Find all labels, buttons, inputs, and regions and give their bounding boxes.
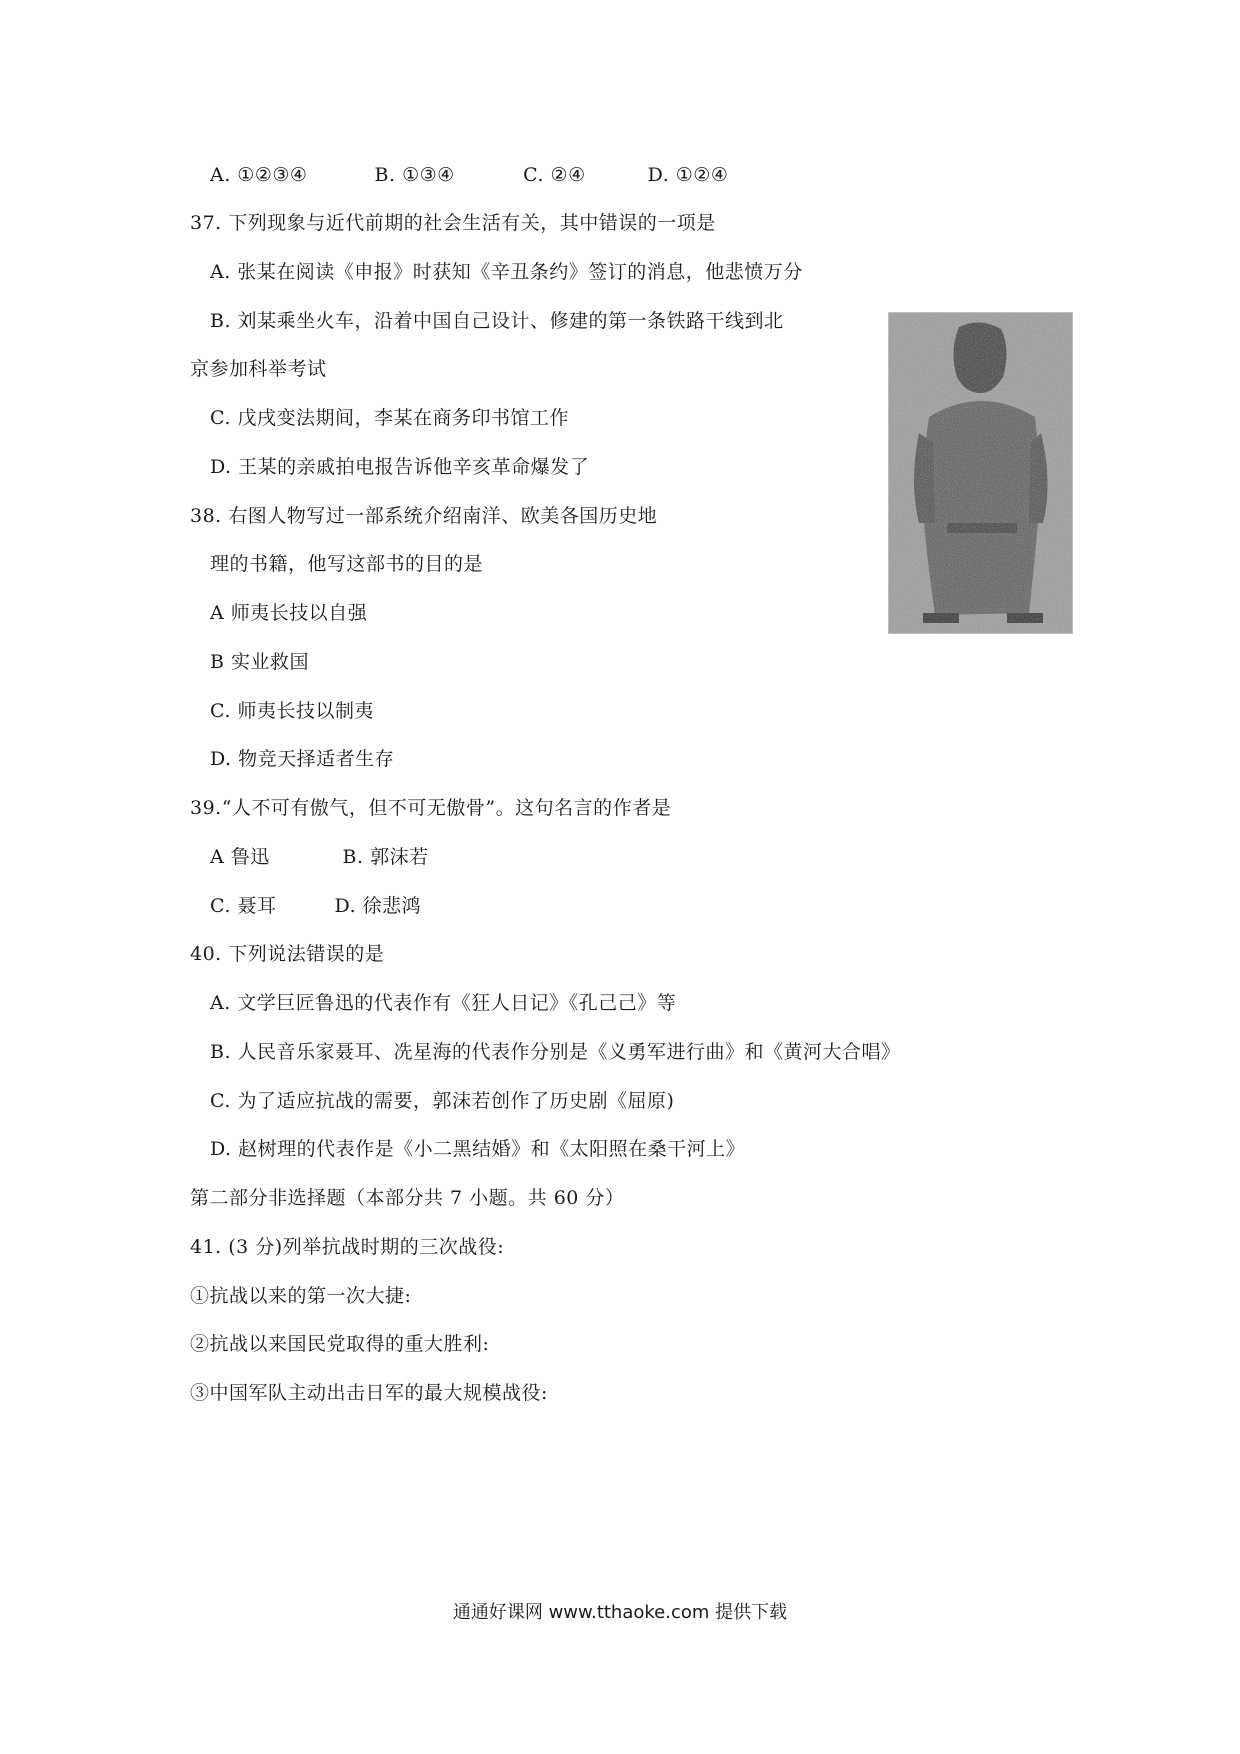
q39-option-b: B. 郭沫若 bbox=[342, 846, 429, 868]
q38-option-a: A 师夷长技以自强 bbox=[210, 602, 368, 624]
q38-option-b: B 实业救国 bbox=[210, 651, 310, 673]
q37-option-c: C. 戊戌变法期间，李某在商务印书馆工作 bbox=[210, 407, 569, 429]
q37-option-d: D. 王某的亲戚拍电报告诉他辛亥革命爆发了 bbox=[210, 456, 590, 478]
option-c: C. ②④ bbox=[523, 164, 586, 186]
q39-options-row-2 bbox=[210, 893, 421, 919]
option-a: A. ①②③④ bbox=[210, 164, 308, 186]
q41-stem: 41. (3 分)列举抗战时期的三次战役: bbox=[190, 1236, 505, 1258]
option-b: B. ①③④ bbox=[374, 164, 455, 186]
q37-option-b-cont: 京参加科举考试 bbox=[190, 358, 327, 380]
q39-option-c: C. 聂耳 bbox=[210, 895, 277, 917]
options-row bbox=[210, 162, 728, 188]
q37-option-b: B. 刘某乘坐火车，沿着中国自己设计、修建的第一条铁路干线到北 bbox=[210, 310, 784, 332]
q41-item-2: ②抗战以来国民党取得的重大胜利: bbox=[190, 1333, 490, 1355]
q40-option-c: C. 为了适应抗战的需要，郭沫若创作了历史剧《屈原) bbox=[210, 1090, 675, 1112]
footer-text: 通通好课网 www.tthaoke.com 提供下载 bbox=[452, 1602, 788, 1623]
q39-stem: 39.“人不可有傲气，但不可无傲骨”。这句名言的作者是 bbox=[190, 797, 672, 819]
q39-options-row-1 bbox=[210, 844, 429, 870]
q41-item-1: ①抗战以来的第一次大捷: bbox=[190, 1285, 412, 1307]
q40-option-d: D. 赵树理的代表作是《小二黑结婚》和《太阳照在桑干河上》 bbox=[210, 1138, 746, 1160]
q39-option-a: A 鲁迅 bbox=[210, 846, 270, 868]
option-d: D. ①②④ bbox=[647, 164, 729, 186]
q38-option-d: D. 物竞天择适者生存 bbox=[210, 748, 395, 770]
q37-option-a: A. 张某在阅读《申报》时获知《辛丑条约》签订的消息，他悲愤万分 bbox=[210, 261, 803, 283]
q38-stem-cont: 理的书籍，他写这部书的目的是 bbox=[210, 553, 484, 575]
q41-item-3: ③中国军队主动出击日军的最大规模战役: bbox=[190, 1382, 548, 1404]
q38-stem: 38. 右图人物写过一部系统介绍南洋、欧美各国历史地 bbox=[190, 505, 658, 527]
q40-option-b: B. 人民音乐家聂耳、冼星海的代表作分别是《义勇军进行曲》和《黄河大合唱》 bbox=[210, 1041, 901, 1063]
q37-stem: 37. 下列现象与近代前期的社会生活有关，其中错误的一项是 bbox=[190, 212, 716, 234]
portrait-image bbox=[888, 312, 1073, 634]
q40-option-a: A. 文学巨匠鲁迅的代表作有《狂人日记》《孔己己》等 bbox=[210, 992, 677, 1014]
q40-stem: 40. 下列说法错误的是 bbox=[190, 943, 385, 965]
q38-option-c: C. 师夷长技以制夷 bbox=[210, 700, 374, 722]
q39-option-d: D. 徐悲鸿 bbox=[334, 895, 422, 917]
part2-heading: 第二部分非选择题（本部分共 7 小题。共 60 分） bbox=[190, 1187, 625, 1209]
